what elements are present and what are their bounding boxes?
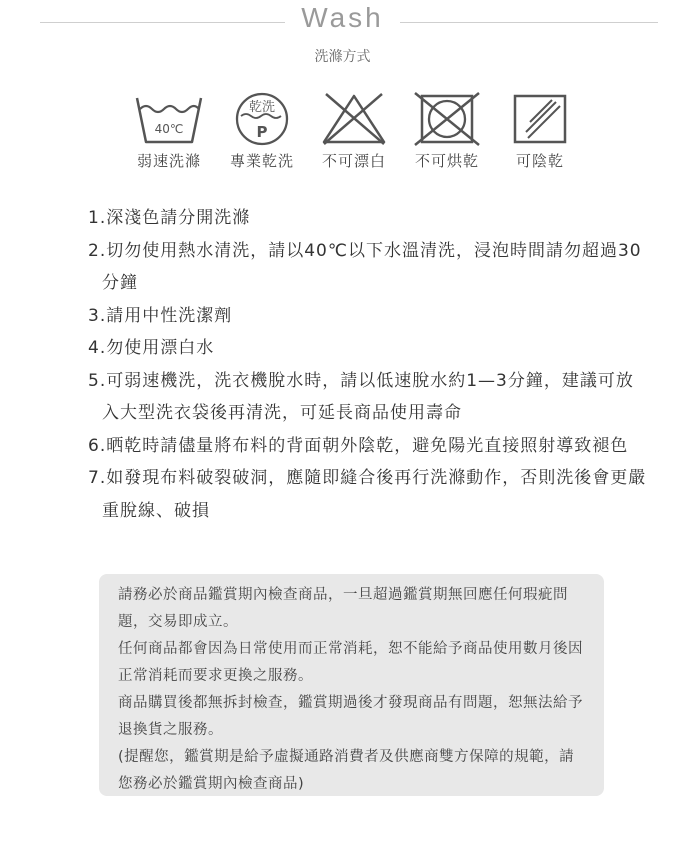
page-subtitle: 洗滌方式: [314, 49, 371, 65]
header-divider-left: [40, 22, 285, 23]
instruction-item: 3.請用中性洗潔劑: [88, 305, 233, 326]
care-symbol-wash: [119, 90, 219, 171]
svg-text:40℃: 40℃: [154, 122, 184, 136]
care-symbol-no-bleach: [304, 90, 404, 171]
instruction-item: 6.晒乾時請儘量將布料的背面朝外陰乾，避免陽光直接照射導致褪色: [88, 435, 629, 456]
wash-instructions: [88, 202, 648, 527]
notice-paragraph: 請務必於商品鑑賞期內檢查商品，一旦超過鑑賞期無回應任何瑕疵問題，交易即成立。: [118, 587, 568, 630]
svg-text:P: P: [256, 123, 268, 141]
care-label-no-bleach: 不可漂白: [321, 152, 386, 170]
care-label-wash: 弱速洗滌: [136, 152, 201, 170]
instruction-item: 2.切勿使用熱水清洗，請以40℃以下水溫清洗，浸泡時間請勿超過30分鐘: [88, 240, 642, 293]
care-label-dry-clean: 專業乾洗: [229, 152, 294, 170]
header-divider-right: [400, 22, 658, 23]
svg-text:乾洗: 乾洗: [248, 100, 276, 115]
care-symbol-dry-in-shade: [490, 90, 590, 171]
care-label-no-tumble-dry: 不可烘乾: [414, 152, 479, 170]
dry-clean-icon: [227, 90, 297, 146]
notice-paragraph: 任何商品都會因為日常使用而正常消耗，恕不能給予商品使用數月後因正常消耗而要求更換之服務。: [118, 641, 583, 684]
page-title: Wash: [301, 2, 384, 33]
no-tumble-dry-icon: [407, 90, 487, 146]
no-bleach-icon: [314, 90, 394, 146]
wash-tub-icon: [129, 90, 209, 146]
instruction-item: 5.可弱速機洗，洗衣機脫水時，請以低速脫水約1—3分鐘，建議可放入大型洗衣袋後再清洗，可延長商品使用壽命: [88, 370, 634, 423]
notice-paragraph: 商品購買後都無拆封檢查，鑑賞期過後才發現商品有問題，恕無法給予退換貨之服務。: [118, 695, 583, 738]
instruction-item: 4.勿使用漂白水: [88, 338, 215, 358]
care-symbol-no-tumble-dry: [397, 90, 497, 171]
instruction-item: 7.如發現布料破裂破洞，應隨即縫合後再行洗滌動作，否則洗後會更嚴重脫線、破損: [88, 468, 647, 521]
care-symbol-dry-clean: [212, 90, 312, 171]
care-symbols: [0, 90, 700, 185]
appraisal-notice-box: [99, 574, 604, 796]
notice-paragraph: (提醒您，鑑賞期是給予虛擬通路消費者及供應商雙方保障的規範，請您務必於鑑賞期內檢查商品): [118, 749, 575, 792]
instruction-item: 1.深淺色請分開洗滌: [88, 208, 251, 228]
care-label-dry-in-shade: 可陰乾: [515, 152, 564, 170]
dry-in-shade-icon: [500, 90, 580, 146]
